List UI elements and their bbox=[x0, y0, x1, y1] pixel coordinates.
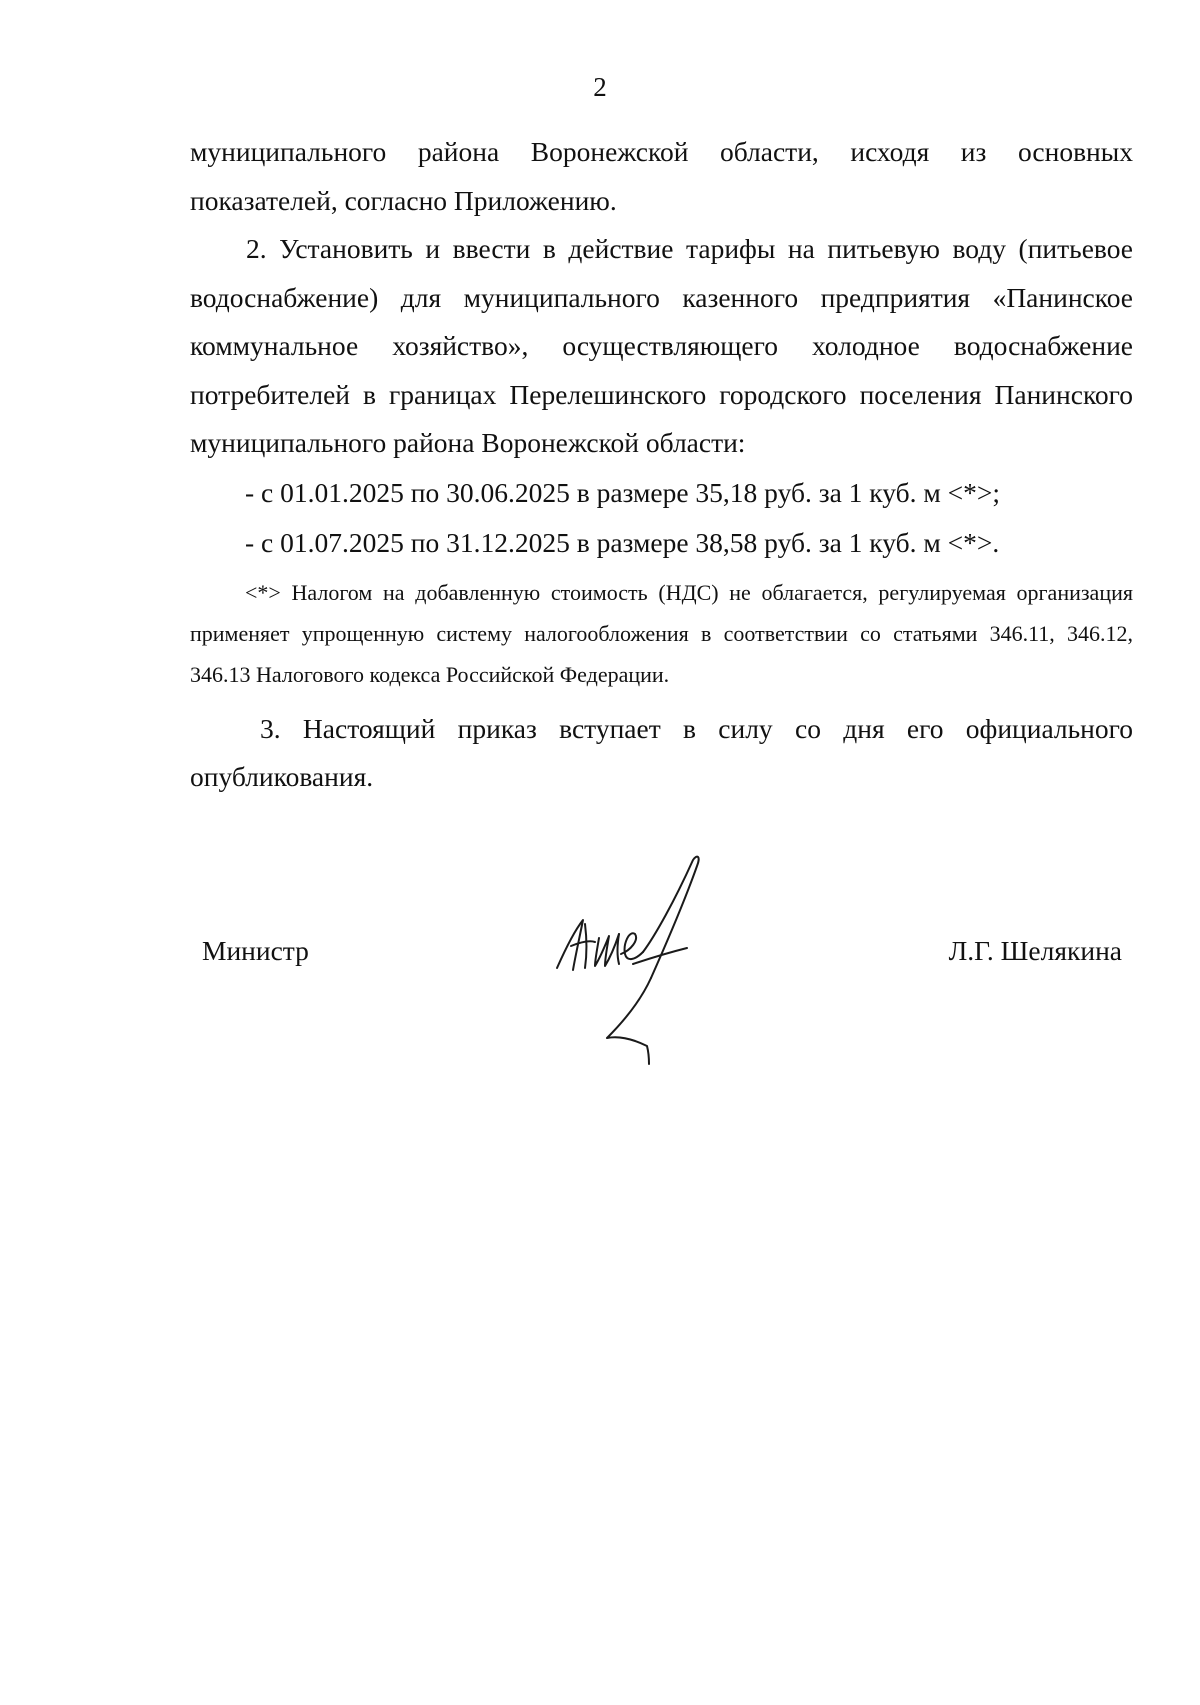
handwritten-signature bbox=[555, 850, 755, 1065]
document-body bbox=[190, 128, 1133, 802]
tariff-line-second-half: - с 01.07.2025 по 31.12.2025 в размере 38,58 руб. за 1 куб. м <*>. bbox=[245, 526, 1000, 558]
footnote-vat: <*> Налогом на добавленную стоимость (НДС) не облагается, регулируемая организация применяет упрощенную систему налогообложения в соответствии со статьями 346.11, 346.12, 346.13 Налогового кодекса Российской Федерации. bbox=[190, 579, 1133, 687]
paragraph-continuation: муниципального района Воронежской области, исходя из основных показателей, согласно Приложению. bbox=[190, 136, 1133, 216]
tariff-line-first-half: - с 01.01.2025 по 30.06.2025 в размере 35,18 руб. за 1 куб. м <*>; bbox=[245, 476, 1001, 508]
signatory-title: Министр bbox=[202, 935, 309, 966]
page-number: 2 bbox=[593, 72, 607, 102]
paragraph-item-3: 3. Настоящий приказ вступает в силу со дня его официального опубликования. bbox=[190, 712, 1133, 792]
signature-block bbox=[0, 900, 1200, 1040]
signatory-name: Л.Г. Шелякина bbox=[948, 935, 1122, 966]
paragraph-item-2: 2. Установить и ввести в действие тарифы на питьевую воду (питьевое водоснабжение) для муниципального казенного предприятия «Панинское коммунальное хозяйство», осуществляющего холодное водоснабжение потребителей в границах Перелешинского городского поселения Панинского муниципального района Воронежской области: bbox=[190, 233, 1133, 458]
